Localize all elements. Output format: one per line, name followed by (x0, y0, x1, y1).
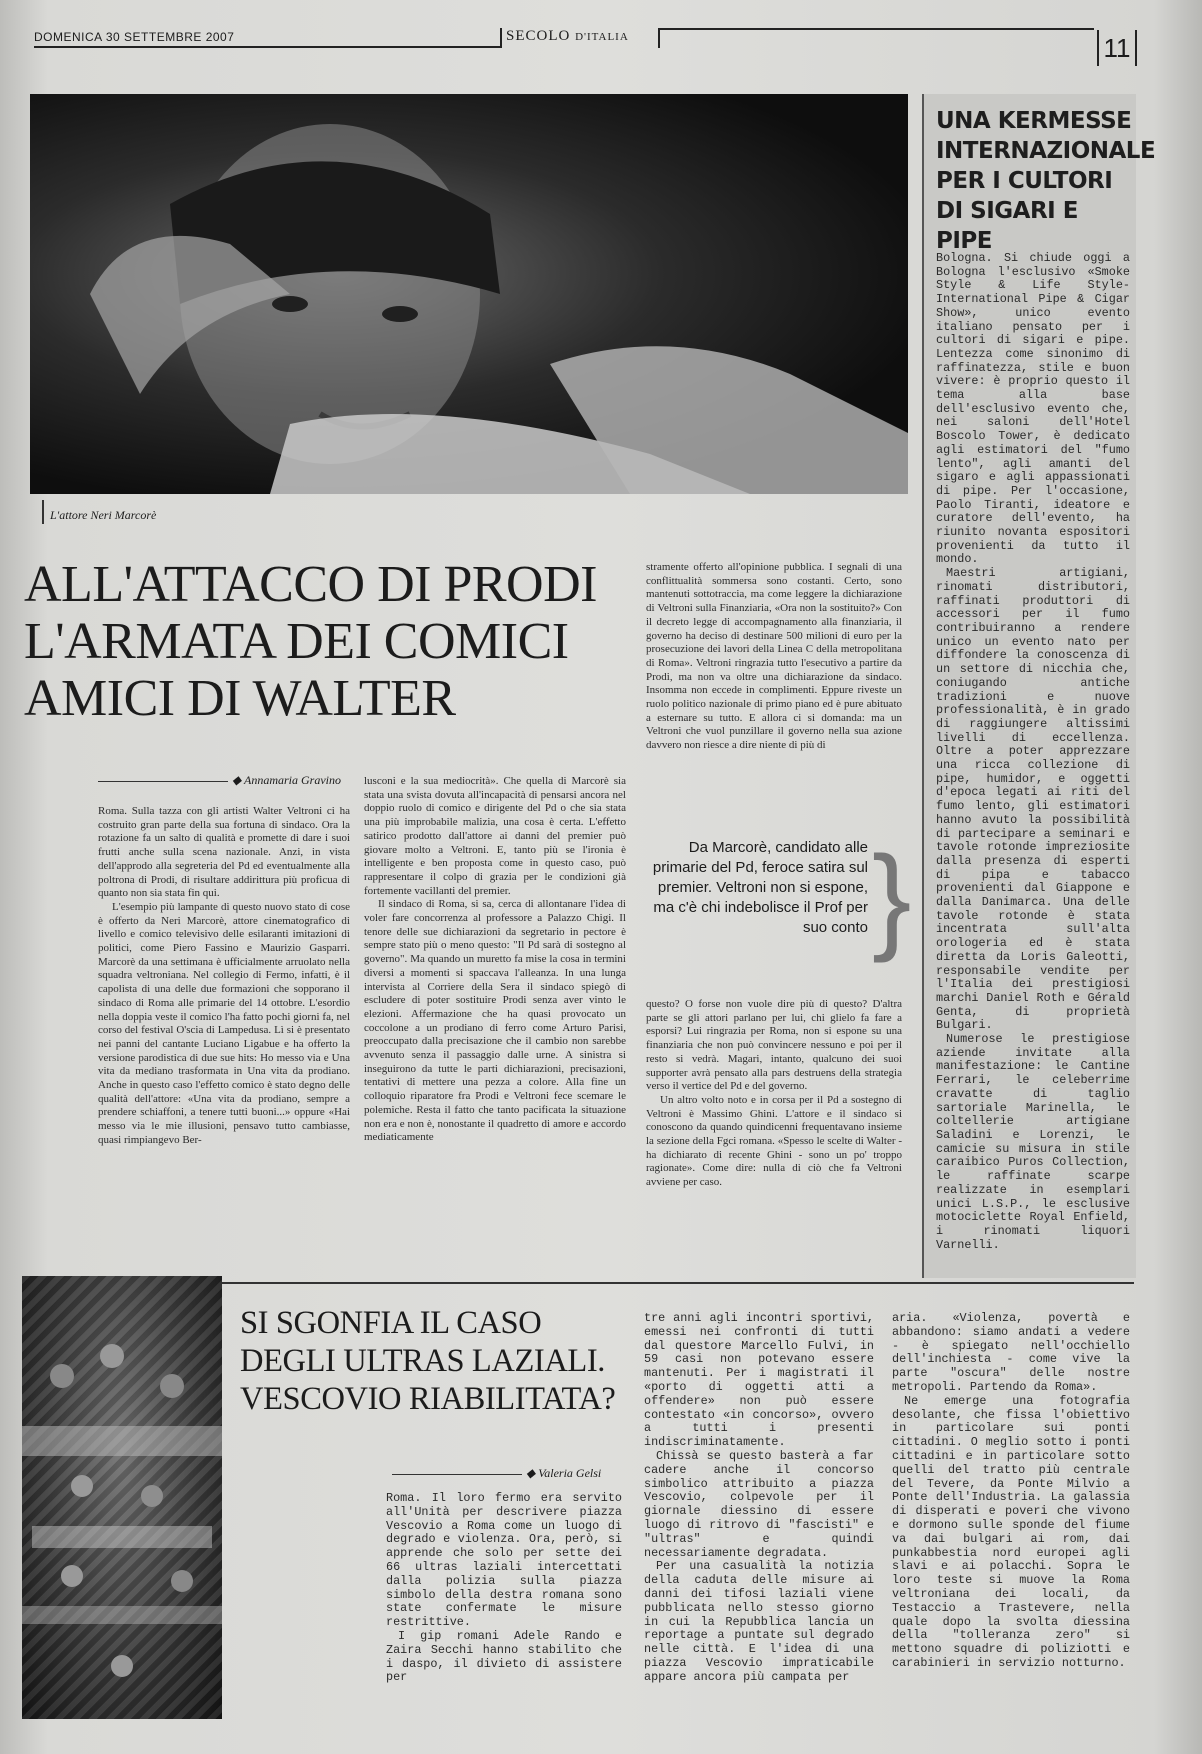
paragraph: tre anni agli incontri sportivi, emessi nei confronti di tutti dal questore Marcello Fulvi, in 59 casi non potevano essere mantenuti. Per i magistrati il «porto di oggetti atti a offendere» non può essere contestato «in concorso», ovvero a tutti i presenti indiscriminatamente. (644, 1311, 874, 1450)
headline-line: SI SGONFIA IL CASO (240, 1305, 542, 1341)
main-article-column-1 (98, 805, 350, 1148)
paper-suffix: D'ITALIA (575, 31, 629, 43)
paragraph: Ne emerge una fotografia desolante, che fissa l'obiettivo in particolare sui ponti cittadini. O meglio sotto i ponti cittadini e in particolare sotto quelli del tratto più centrale del Tevere, da Ponte Milvio a Ponte dell'Industria. La galassia di disperati e poveri che vivono e dormono sulle sponde del fiume va dai bulgari ai rom, dai punkabbestia nord europei agli slavi e ai polacchi. Sopra le loro teste si muove la Roma veltroniana dei locali, da Testaccio a Trastevere, nella quale dopo la svolta diessina della "tolleranza zero" si mettono squadre di poliziotti e carabinieri in servizio notturno. (892, 1393, 1130, 1670)
author-name: Annamaria Gravino (244, 773, 342, 787)
sidebar-headline-line: PER I CULTORI (936, 168, 1113, 194)
paragraph: Roma. Il loro fermo era servito all'Unità per descrivere piazza Vescovio a Roma come un luogo di degrado e violenza. Ora, però, si apprende che solo per sette dei 66 ultras laziali intercettati dalla polizia sulla piazza simbolo della destra romana sono state confermate le misure restrittive. (386, 1491, 622, 1630)
headline-line: AMICI DI WALTER (24, 670, 456, 727)
byline-rule (98, 781, 228, 782)
header-rule-right (660, 28, 1094, 30)
second-article-column-2 (644, 1312, 874, 1685)
paragraph: lusconi e la sua mediocrità». Che quella di Marcorè sia stata una svista dovuta all'incapacità di pensarsi ancora nel doppio ruolo di comico e dirigente del Pd o che sia stata una più improbabile malizia, una cosa è certa. L'effetto satirico prodotto dall'attore ai danni del premier può giovare molto a Veltroni. E, tanto più se l'ironia è intelligente e ben proposta come in questo caso, può rappresentare il colpo di grazia per le condizioni già fortemente vacillanti del premier. (364, 775, 626, 897)
sidebar-headline-line: INTERNAZIONALE (936, 138, 1156, 164)
author-name: Valeria Gelsi (538, 1466, 602, 1480)
newspaper-name (506, 28, 629, 45)
brace-icon: } (872, 832, 912, 964)
paragraph: Per una casualità la notizia della caduta delle misure ai danni dei tifosi laziali viene pubblicata nello stesso giorno in cui la Repubblica lancia un reportage a puntate sul degrado nelle città. E l'idea di una piazza Vescovio impraticabile appare ancora più campata per (644, 1559, 874, 1684)
main-article-column-3-bottom (646, 998, 902, 1190)
second-byline: ◆ Valeria Gelsi (392, 1466, 601, 1481)
actor-portrait-image (30, 94, 908, 494)
photo-caption: L'attore Neri Marcorè (42, 500, 156, 524)
paragraph: Bologna. Si chiude oggi a Bologna l'esclusivo «Smoke Style & Life Style-International Pipe & Cigar Show», unico evento italiano pensato per i cultori di sigari e pipe. Lentezza come sinonimo di raffinatezza, stile e buon vivere: è proprio questo il tema alla base dell'esclusivo evento che, nei saloni dell'Hotel Boscolo Tower, è dedicato agli estimatori del "fumo lento", agli amanti del sigaro e agli appassionati di pipe. Per l'occasione, Paolo Tiranti, ideatore e curatore dell'evento, ha riunito novanta espositori provenienti da tutto il mondo. (936, 251, 1130, 567)
main-article-column-2 (364, 775, 626, 1145)
paper-name: SECOLO (506, 28, 571, 44)
page-number: 11 (1097, 30, 1137, 66)
issue-date: DOMENICA 30 SETTEMBRE 2007 (34, 30, 235, 44)
main-byline: ◆ Annamaria Gravino (98, 773, 341, 788)
paragraph: L'esempio più lampante di questo nuovo stato di cose è offerto da Neri Marcorè, attore cinematografico di livello e comico televisivo delle esilaranti imitazioni di politici, come Piero Fassino e Maurizio Gasparri. Marcorè da una settimana è ufficialmente arruolato nella squadra veltroniana. Nel collegio di Fermo, infatti, è il capolista di una delle due formazioni che sopporano il sindaco di Roma alle primarie del 14 ottobre. L'esordio nella doppia veste il comico l'ha fatto pochi giorni fa, nel corso del festival O'scia di Lampedusa. Lì si è presentato nei panni del cantante Luciano Ligabue e ha offerto la versione parodistica di due sue hits: Ho messo via e Una vita da mediano trasformata in Una vita da prodiano. Anche in questo caso l'effetto comico è stato degno delle qualità dell'attore: «Una vita da prodiano, sempre a prendere schiaffoni, a tenere tutti buoni...» oppure «Hai messo via le mie illusioni, pensavo tutto cambiasse, quasi rimpiangevo Ber- (98, 900, 350, 1146)
paragraph: Roma. Sulla tazza con gli artisti Walter Veltroni ci ha costruito gran parte della sua fortuna di sindaco. Ora la rotazione fa un salto di qualità e promette di dare i suoi frutti anche sulla scena nazionale. Anzi, in vista dell'approdo alla segreteria del Pd ed eventualmente alla poltrona di Prodi, di risultare addirittura più proficua di quanto non sia stata fin qui. (98, 805, 350, 900)
second-headline (240, 1304, 640, 1418)
main-article-column-3-top (646, 561, 902, 753)
paragraph: Numerose le prestigiose aziende invitate alla manifestazione: le Cantine Ferrari, le celeberrime cravatte di taglio sartoriale Marinella, le coltellerie artigiane Saladini e Lorenzi, le camicie su misura in stile caraibico Puros Collection, le raffinate scarpe realizzate in esemplari unici L.S.P., le esclusive motociclette Royal Enfield, i rinomati liquori Varnelli. (936, 1032, 1130, 1252)
paragraph: Un altro volto noto e in corsa per il Pd a sostegno di Veltroni è Massimo Ghini. L'attore e il sindaco si conoscono da quando quindicenni frequentavano insieme la sezione della Fgci romana. «Spesso le scelte di Walter - ha dichiarato di recente Ghini - sono un po' troppo ragionate». Come dire: nulla di ciò che fa Veltroni avviene per caso. (646, 1093, 902, 1189)
paragraph: stramente offerto all'opinione pubblica. I segnali di una conflittualità sommersa sono costanti. Certo, sono mantenuti sottotraccia, ma come leggere la dichiarazione di Veltroni sulla Finanziaria, «Ora non la sostituito?» Con il decreto legge di accompagnamento alla finanziaria, il governo ha deciso di destinare 500 milioni di euro per la prosecuzione dei lavori della Linea C della metropolitana di Roma». Veltroni ringrazia tutto l'esecutivo a partire da Prodi, ma non va oltre una dichiarazione da sindaco. Insomma non eccede in complimenti. Eppure riveste un ruolo politico nazionale di primo piano ed è pure abituato a esternare su tutto. E allora ci si domanda: ma un Veltroni che vuol punzillare il governo nella sua azione davvero non riesce a dire niente di più di (646, 561, 902, 752)
sidebar-headline-line: DI SIGARI E PIPE (936, 198, 1078, 254)
second-article-column-3 (892, 1312, 1130, 1671)
sidebar-text (936, 252, 1130, 1252)
ultras-crowd-photo (22, 1276, 222, 1719)
second-article-column-1 (386, 1492, 622, 1685)
headline-line: ALL'ATTACCO DI PRODI (24, 556, 597, 613)
sidebar-headline-line: UNA KERMESSE (936, 108, 1132, 134)
paragraph: questo? O forse non vuole dire più di questo? D'altra parte se gli attori parlano per lui, chi glielo fa fare a esporsi? Lui ringrazia per Roma, non si espone su una finanziaria che non può convincere nessuno e poi per il resto si vedrà. Magari, intanto, qualcuno dei suoi supporter avrà pensato alla pars destruens della strategia verso il vertice del Pd e del governo. (646, 998, 902, 1093)
paragraph: aria. «Violenza, povertà e abbandono: siamo andati a vedere - è spiegato nell'occhiello dell'inchiesta - come vive la parte "oscura" delle nostre metropoli. Partendo da Roma». (892, 1311, 1130, 1394)
main-headline (24, 556, 644, 727)
headline-line: VESCOVIO RIABILITATA? (240, 1381, 616, 1417)
byline-rule (392, 1474, 522, 1475)
pull-quote: Da Marcorè, candidato alle primarie del Pd, feroce satira sul premier. Veltroni non si espone, ma c'è chi indebolisce il Prof per suo conto (652, 839, 868, 936)
paragraph: Il sindaco di Roma, si sa, cerca di allontanare l'idea di voler fare concorrenza al professore a Palazzo Chigi. Il tenore delle sue dichiarazioni da segretario in pectore è sempre stato più o meno questo: "Il Pd sarà di sostegno al governo". Ma quando un muretto fa mise la cosa in termini diversi a momenti si spaccava l'alleanza. In una lunga intervista al Corriere della Sera il sindaco spiegò di escludere di poter sostituire Prodi senza aver vinto le elezioni. Affermazione che ha quasi provocato un coccolone a un prodiano di ferro come Arturo Parisi, preoccupato dalla precisazione che il cambio non sarebbe avvenuto senza il passaggio dalle urne. A sinistra si inseguirono da tutte le parti dichiarazioni, precisazioni, tentativi di mettere una pezza a colore. Alla fine un colloquio riparatore fra Prodi e Veltroni fece scemare le polemiche. Resta il fatto che tanto pacificata la situazione non era e non è, nonostante il quadretto di amore e accordo mediaticamente (364, 898, 626, 1144)
header-rule-divider (500, 28, 502, 48)
sidebar-headline (936, 106, 1156, 256)
headline-line: DEGLI ULTRAS LAZIALI. (240, 1343, 606, 1379)
actor-photo (30, 94, 908, 494)
crowd-image (22, 1276, 222, 1719)
paragraph: I gip romani Adele Rando e Zaira Secchi hanno stabilito che i daspo, il divieto di assistere per (386, 1628, 622, 1685)
header-rule-divider-2 (658, 28, 660, 48)
paragraph: Chissà se questo basterà a far cadere anche il concorso simbolico attribuito a piazza Vescovio, colpevole per il giornale diessino di essere luogo di ritrovo di "fascisti" e "ultras" e quindi necessariamente degradata. (644, 1448, 874, 1560)
paragraph: Maestri artigiani, rinomati distributori, raffinati produttori di accessori per il fumo contribuiranno a rendere unico un evento nato per diffondere la conoscenza di un settore di nicchia che, coniugando antiche tradizioni e nuove professionalità, è in grado di raggiungere altissimi livelli di eccellenza. Oltre a poter apprezzare una ricca collezione di pipe, humidor, e oggetti d'epoca legati ai riti del fumo lento, gli estimatori hanno avuto la possibilità di partecipare a seminari e tavole rotonde impreziosite dalla presenza di esperti di pipa e tabacco provenienti dal Giappone e dalla Danimarca. Una delle tavole rotonde è stata incentrata sull'alta orologeria ed è stata diretta da Loris Galeotti, responsabile vendite per l'Italia dei prestigiosi marchi Daniel Roth e Gérald Genta, di proprietà Bulgari. (936, 566, 1130, 1033)
header-rule-left (34, 46, 500, 48)
headline-line: L'ARMATA DEI COMICI (24, 613, 569, 670)
